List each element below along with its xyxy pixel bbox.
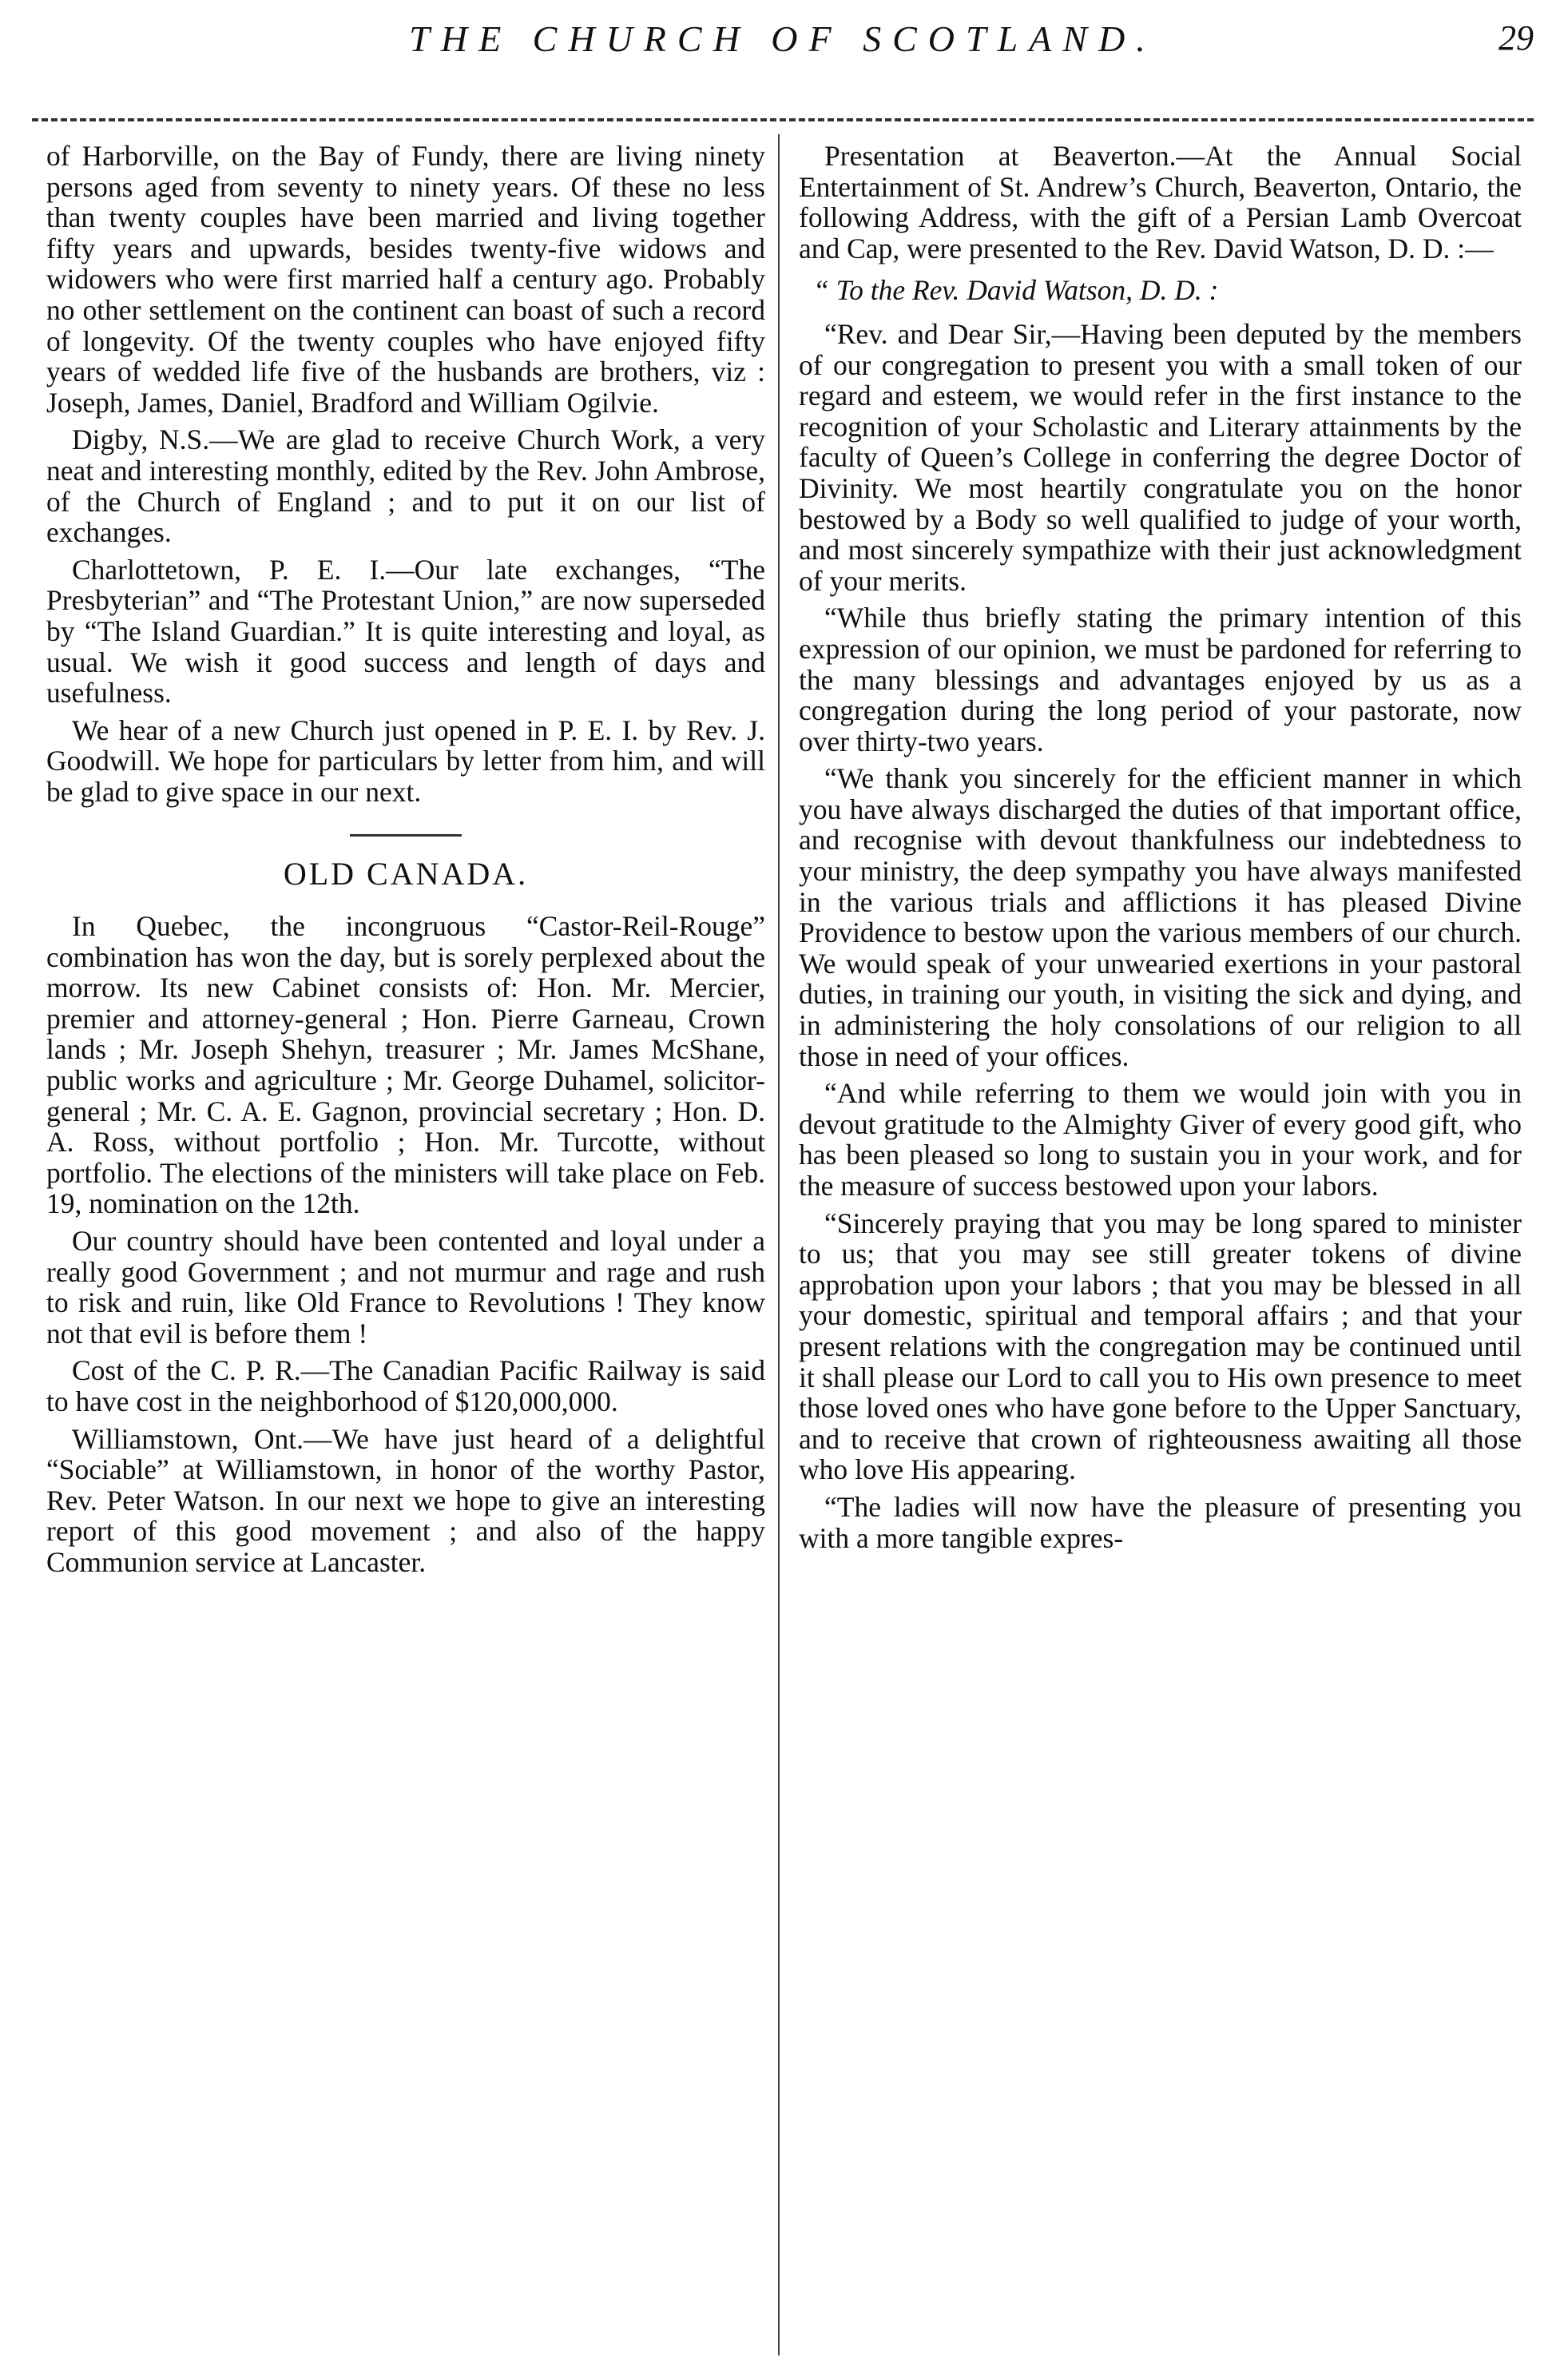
page-number: 29 xyxy=(1499,18,1534,58)
quebec-paragraph: In Quebec, the incongruous “Castor-Reil-Rouge” combination has won the day, but is sorely perplexed about the morrow. Its new Cabinet consists of: Hon. Mr. Mercier, premier and attorney-general ; Hon. Pierre Garneau, Crown lands ; Mr. Joseph Shehyn, treasurer ; Mr. James McShane, public works and agriculture ; Mr. George Duhamel, solicitor-general ; Mr. C. A. E. Gagnon, provincial secretary ; Hon. D. A. Ross, without portfolio ; Hon. Mr. Turcotte, without portfolio. The elections of the ministers will take place on Feb. 19, nomination on the 12th. xyxy=(46,910,765,1220)
address-paragraph-5: “Sincerely praying that you may be long spared to minister to us; that you may see still greater tokens of divine approbation upon your labors ; that you may be blessed in all your domestic, spiritual and temporal affairs ; and that your present relations with the congregation may be continued until it shall please our Lord to call you to His own presence to meet those loved ones who have gone before to the Upper Sanctuary, and to receive that crown of righteousness awaiting all those who love His appearing. xyxy=(799,1206,1522,1486)
left-column xyxy=(46,141,765,1584)
address-paragraph-2: “While thus briefly stating the primary intention of this expression of our opinion, we must be pardoned for referring to the many blessings and advantages enjoyed by us as a congregation during the long period of your pastorate, now over thirty-two years. xyxy=(799,602,1522,757)
address-paragraph-1: “Rev. and Dear Sir,—Having been deputed by the members of our congregation to present you with a small token of our regard and esteem, we would refer in the first instance to the recognition of your Scholastic and Literary attainments by the faculty of Queen’s College in conferring the degree Doctor of Divinity. We most heartily congratulate you on the honor bestowed by a Body so well qualified to judge of your worth, and most sincerely sympathize with their just acknowledgment of your merits. xyxy=(799,317,1522,597)
page-header xyxy=(32,18,1534,81)
new-church-paragraph: We hear of a new Church just opened in P. E. I. by Rev. J. Goodwill. We hope for particulars by letter from him, and will be glad to give space in our next. xyxy=(46,713,765,808)
section-rule xyxy=(350,834,462,837)
address-paragraph-3: “We thank you sincerely for the efficient manner in which you have always discharged the duties of that important office, and recognise with devout thankfulness our indebtedness to your ministry, the deep sympathy you have always manifested in the various trials and afflictions it has pleased Divine Providence to bestow upon the various members of our church. We would speak of your unwearied exertions in your pastoral duties, in training our youth, in visiting the sick and dying, and in administering the holy consolations of our religion to all those in need of your offices. xyxy=(799,762,1522,1072)
section-heading-old-canada: OLD CANADA. xyxy=(283,856,529,892)
address-paragraph-6: “The ladies will now have the pleasure of presenting you with a more tangible expres- xyxy=(799,1490,1522,1554)
harborville-paragraph: of Harborville, on the Bay of Fundy, there are living ninety persons aged from seventy to ninety years. Of these no less than twenty couples have been married and living together fifty years and upwards, besides twenty-five widows and widowers who were first married half a century ago. Probably no other settlement on the continent can boast of such a record of longevity. Of the twenty couples who have enjoyed fifty years of wedded life five of the husbands are brothers, viz : Joseph, James, Daniel, Bradford and William Ogilvie. xyxy=(46,140,765,419)
address-paragraph-4: “And while referring to them we would join with you in devout gratitude to the Almighty Giver of every good gift, who has been pleased so long to sustain you in your work, and for the measure of success bestowed upon your labors. xyxy=(799,1077,1522,1202)
presentation-intro: Presentation at Beaverton.—At the Annual Social Entertainment of St. Andrew’s Church, Beaverton, Ontario, the following Address, with the gift of a Persian Lamb Overcoat and Cap, were presented to the Rev. David Watson, D. D. :— xyxy=(799,140,1522,264)
column-divider xyxy=(778,134,780,2355)
right-column xyxy=(799,141,1522,1560)
running-title: THE CHURCH OF SCOTLAND. xyxy=(409,18,1157,59)
williamstown-paragraph: Williamstown, Ont.—We have just heard of a delightful “Sociable” at Williamstown, in honor of the worthy Pastor, Rev. Peter Watson. In our next we hope to give an interesting report of this good movement ; and also of the happy Communion service at Lancaster. xyxy=(46,1422,765,1578)
address-salutation: “ To the Rev. David Watson, D. D. : xyxy=(813,274,1219,307)
cpr-cost-paragraph: Cost of the C. P. R.—The Canadian Pacific Railway is said to have cost in the neighborhood of $120,000,000. xyxy=(46,1354,765,1417)
header-rule xyxy=(32,118,1534,121)
our-country-paragraph: Our country should have been contented and loyal under a really good Government ; and not murmur and rage and rush to risk and ruin, like Old France to Revolutions ! They know not that evil is before them ! xyxy=(46,1225,765,1349)
digby-paragraph: Digby, N.S.—We are glad to receive Church Work, a very neat and interesting monthly, edited by the Rev. John Ambrose, of the Church of England ; and to put it on our list of exchanges. xyxy=(46,423,765,549)
charlottetown-paragraph: Charlottetown, P. E. I.—Our late exchanges, “The Presbyterian” and “The Protestant Union,” are now superseded by “The Island Guardian.” It is quite interesting and loyal, as usual. We wish it good success and length of days and usefulness. xyxy=(46,553,765,710)
